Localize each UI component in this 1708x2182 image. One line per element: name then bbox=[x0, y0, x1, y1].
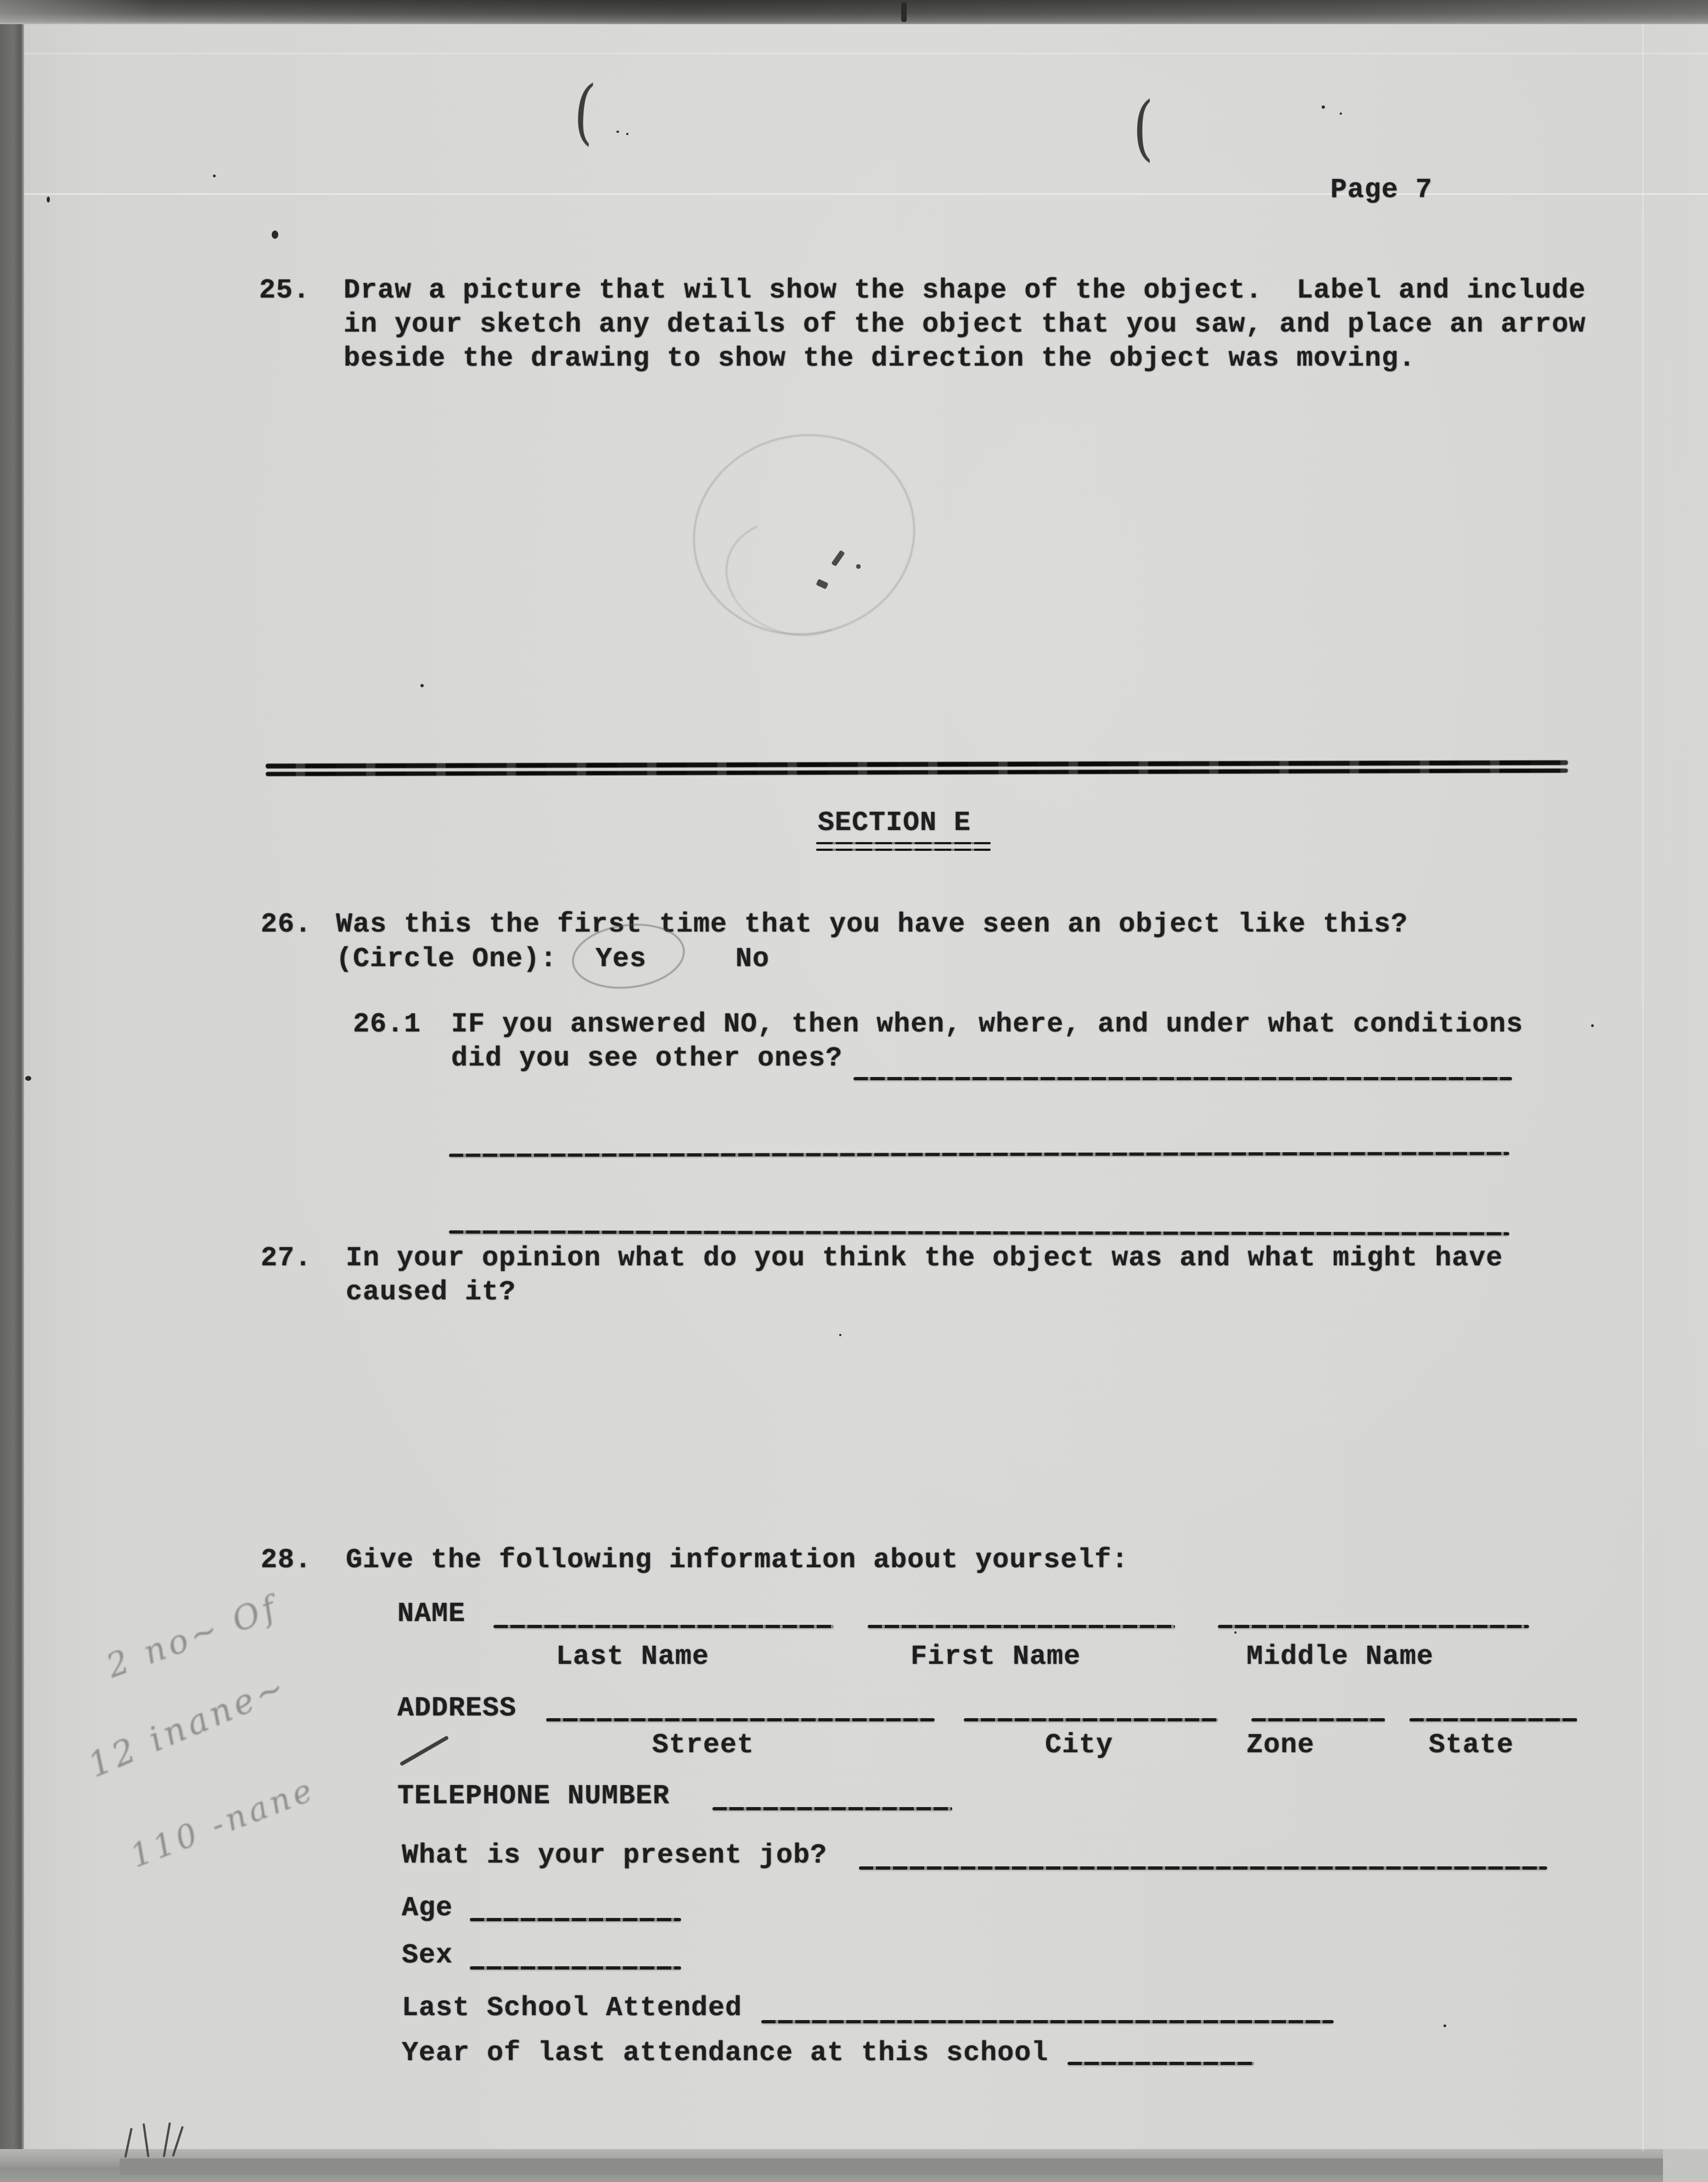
scan-edge-bottom-streak bbox=[120, 2158, 1663, 2175]
q26-1-number: 26.1 bbox=[353, 1009, 422, 1040]
name-middle-line bbox=[1218, 1625, 1529, 1628]
scan-edge-left bbox=[0, 24, 24, 2151]
name-sublabel-first: First Name bbox=[911, 1641, 1081, 1673]
scan-speck bbox=[272, 231, 278, 239]
address-sublabel-city: City bbox=[1045, 1730, 1114, 1761]
name-label: NAME bbox=[397, 1598, 466, 1630]
name-sublabel-last: Last Name bbox=[556, 1641, 710, 1673]
year-line bbox=[1068, 2062, 1254, 2065]
q27-number: 27. bbox=[261, 1243, 312, 1274]
margin-handwriting-note: 110 -nane bbox=[125, 1770, 321, 1875]
q27-line1: In your opinion what do you think the object was and what might have bbox=[346, 1243, 1503, 1274]
q25-line2: in your sketch any details of the object that you saw, and place an arrow bbox=[344, 309, 1586, 340]
school-line bbox=[761, 2020, 1334, 2023]
scan-artifact-line bbox=[1642, 24, 1644, 2151]
telephone-line bbox=[712, 1807, 952, 1810]
page-number: Page 7 bbox=[1330, 175, 1433, 206]
drawing-area bbox=[659, 412, 960, 675]
address-sublabel-street: Street bbox=[652, 1730, 755, 1761]
sketch-mark bbox=[856, 564, 861, 569]
scan-speck bbox=[213, 175, 216, 177]
age-line bbox=[470, 1918, 681, 1921]
age-label: Age bbox=[402, 1893, 453, 1924]
name-first-line bbox=[868, 1625, 1175, 1628]
section-divider bbox=[266, 760, 1568, 776]
address-label: ADDRESS bbox=[397, 1693, 517, 1724]
scan-speck bbox=[1322, 105, 1325, 109]
section-title-underline bbox=[816, 849, 991, 851]
scan-speck bbox=[1591, 1024, 1594, 1027]
scan-speck bbox=[616, 131, 619, 133]
scan-speck bbox=[47, 197, 50, 203]
q25-number: 25. bbox=[259, 275, 311, 306]
q26-option-no: No bbox=[735, 944, 770, 975]
school-label: Last School Attended bbox=[402, 1993, 743, 2024]
address-zone-line bbox=[1251, 1718, 1385, 1721]
q26-1-answer-line bbox=[853, 1077, 1512, 1080]
scan-artifact-line bbox=[24, 53, 1708, 54]
q28-number: 28. bbox=[261, 1545, 312, 1576]
divider-rule-top bbox=[266, 760, 1568, 769]
year-label: Year of last attendance at this school bbox=[402, 2038, 1049, 2069]
job-label: What is your present job? bbox=[402, 1840, 828, 1871]
divider-rule-bottom bbox=[266, 769, 1568, 776]
q28-line1: Give the following information about yourself: bbox=[346, 1545, 1129, 1576]
q26-1-line1: IF you answered NO, then when, where, and under what conditions bbox=[451, 1009, 1524, 1040]
q25-line3: beside the drawing to show the direction the object was moving. bbox=[344, 343, 1416, 374]
scan-speck bbox=[901, 2, 907, 22]
q26-1-answer-line2 bbox=[449, 1152, 1509, 1157]
scan-speck bbox=[839, 1334, 841, 1336]
q26-option-yes: Yes bbox=[595, 944, 647, 975]
name-sublabel-middle: Middle Name bbox=[1246, 1641, 1434, 1673]
section-title-underline bbox=[816, 842, 991, 844]
pencil-slash-mark bbox=[400, 1735, 449, 1766]
sex-label: Sex bbox=[402, 1940, 453, 1971]
q26-number: 26. bbox=[261, 909, 312, 940]
scan-speck bbox=[1340, 113, 1342, 115]
q26-1-answer-line3 bbox=[449, 1230, 1509, 1235]
scan-edge-bottom-corner bbox=[1663, 2149, 1708, 2182]
address-sublabel-zone: Zone bbox=[1246, 1730, 1315, 1761]
q25-line1: Draw a picture that will show the shape of the object. Label and include bbox=[344, 275, 1586, 306]
scan-edge-top bbox=[0, 0, 1708, 24]
name-last-line bbox=[493, 1625, 834, 1628]
scan-speck bbox=[25, 1076, 31, 1081]
section-title: SECTION E bbox=[818, 807, 971, 839]
q26-1-line2: did you see other ones? bbox=[451, 1043, 843, 1074]
address-city-line bbox=[964, 1718, 1218, 1721]
q26-line1: Was this the first time that you have seen an object like this? bbox=[336, 909, 1408, 940]
margin-handwriting-note: 2 no~ Of bbox=[102, 1588, 284, 1686]
address-sublabel-state: State bbox=[1429, 1730, 1514, 1761]
sex-line bbox=[470, 1966, 681, 1970]
scan-speck bbox=[1234, 1631, 1237, 1634]
margin-handwriting-note: 12 inane~ bbox=[82, 1665, 294, 1786]
scan-artifact-line bbox=[24, 193, 1708, 195]
q26-circle-one-prompt: (Circle One): bbox=[336, 944, 558, 975]
address-state-line bbox=[1409, 1718, 1577, 1721]
address-street-line bbox=[546, 1718, 935, 1721]
scan-speck bbox=[420, 684, 424, 687]
stray-paren-mark: ( bbox=[1133, 87, 1154, 169]
scan-speck bbox=[1443, 2024, 1446, 2027]
stray-paren-mark: ( bbox=[571, 70, 598, 154]
q27-line2: caused it? bbox=[346, 1277, 516, 1308]
scan-speck bbox=[626, 133, 628, 135]
job-line bbox=[859, 1866, 1547, 1870]
telephone-label: TELEPHONE NUMBER bbox=[397, 1781, 670, 1812]
